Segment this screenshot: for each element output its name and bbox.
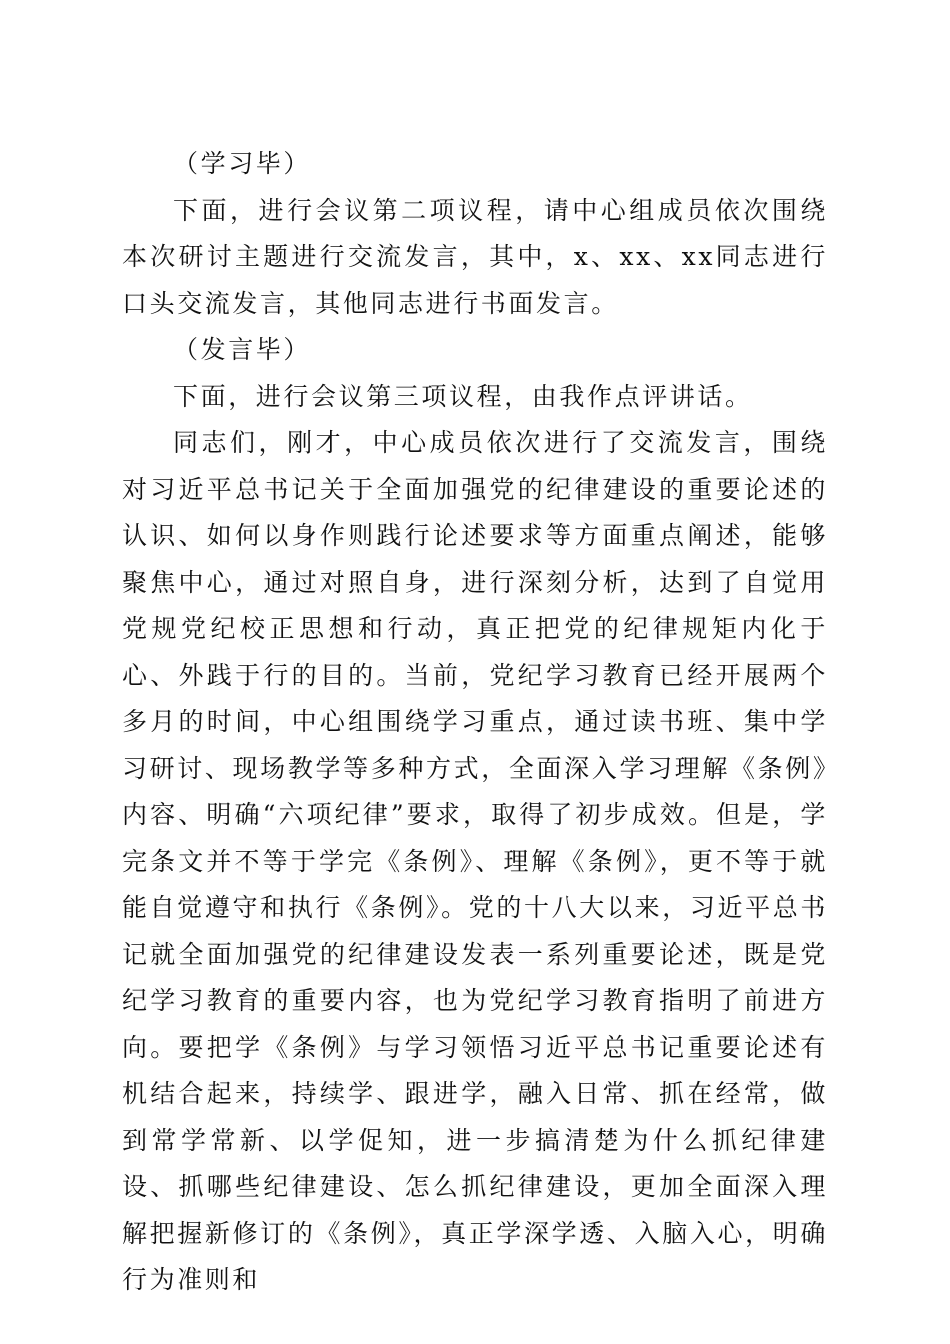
paragraph-speech-finished: （发言毕） [173, 335, 312, 364]
paragraph-agenda-two: 下面，进行会议第二项议程，请中心组成员依次围绕本次研讨主题进行交流发言，其中，x、xx、xx同志进行口头交流发言，其他同志进行书面发言。 [122, 195, 828, 318]
paragraph-remarks: 同志们，刚才，中心成员依次进行了交流发言，围绕对习近平总书记关于全面加强党的纪律建设的重要论述的认识、如何以身作则践行论述要求等方面重点阐述，能够聚焦中心，通过对照自身，进行深刻分析，达到了自觉用党规党纪校正思想和行动，真正把党的纪律规矩内化于心、外践于行的目的。当前，党纪学习教育已经开展两个多月的时间，中心组围绕学习重点，通过读书班、集中学习研讨、现场教学等多种方式，全面深入学习理解《条例》内容、明确“六项纪律”要求，取得了初步成效。但是，学完条文并不等于学完《条例》、理解《条例》，更不等于就能自觉遵守和执行《条例》。党的十八大以来，习近平总书记就全面加强党的纪律建设发表一系列重要论述，既是党纪学习教育的重要内容，也为党纪学习教育指明了前进方向。要把学《条例》与学习领悟习近平总书记重要论述有机结合起来，持续学、跟进学，融入日常、抓在经常，做到常学常新、以学促知，进一步搞清楚为什么抓纪律建设、抓哪些纪律建设、怎么抓纪律建设，更加全面深入理解把握新修订的《条例》，真正学深学透、入脑入心，明确行为准则和 [122, 428, 828, 1294]
paragraph-agenda-three: 下面，进行会议第三项议程，由我作点评讲话。 [173, 381, 753, 411]
paragraph-study-finished: （学习毕） [173, 149, 312, 178]
document-body [122, 141, 828, 1304]
